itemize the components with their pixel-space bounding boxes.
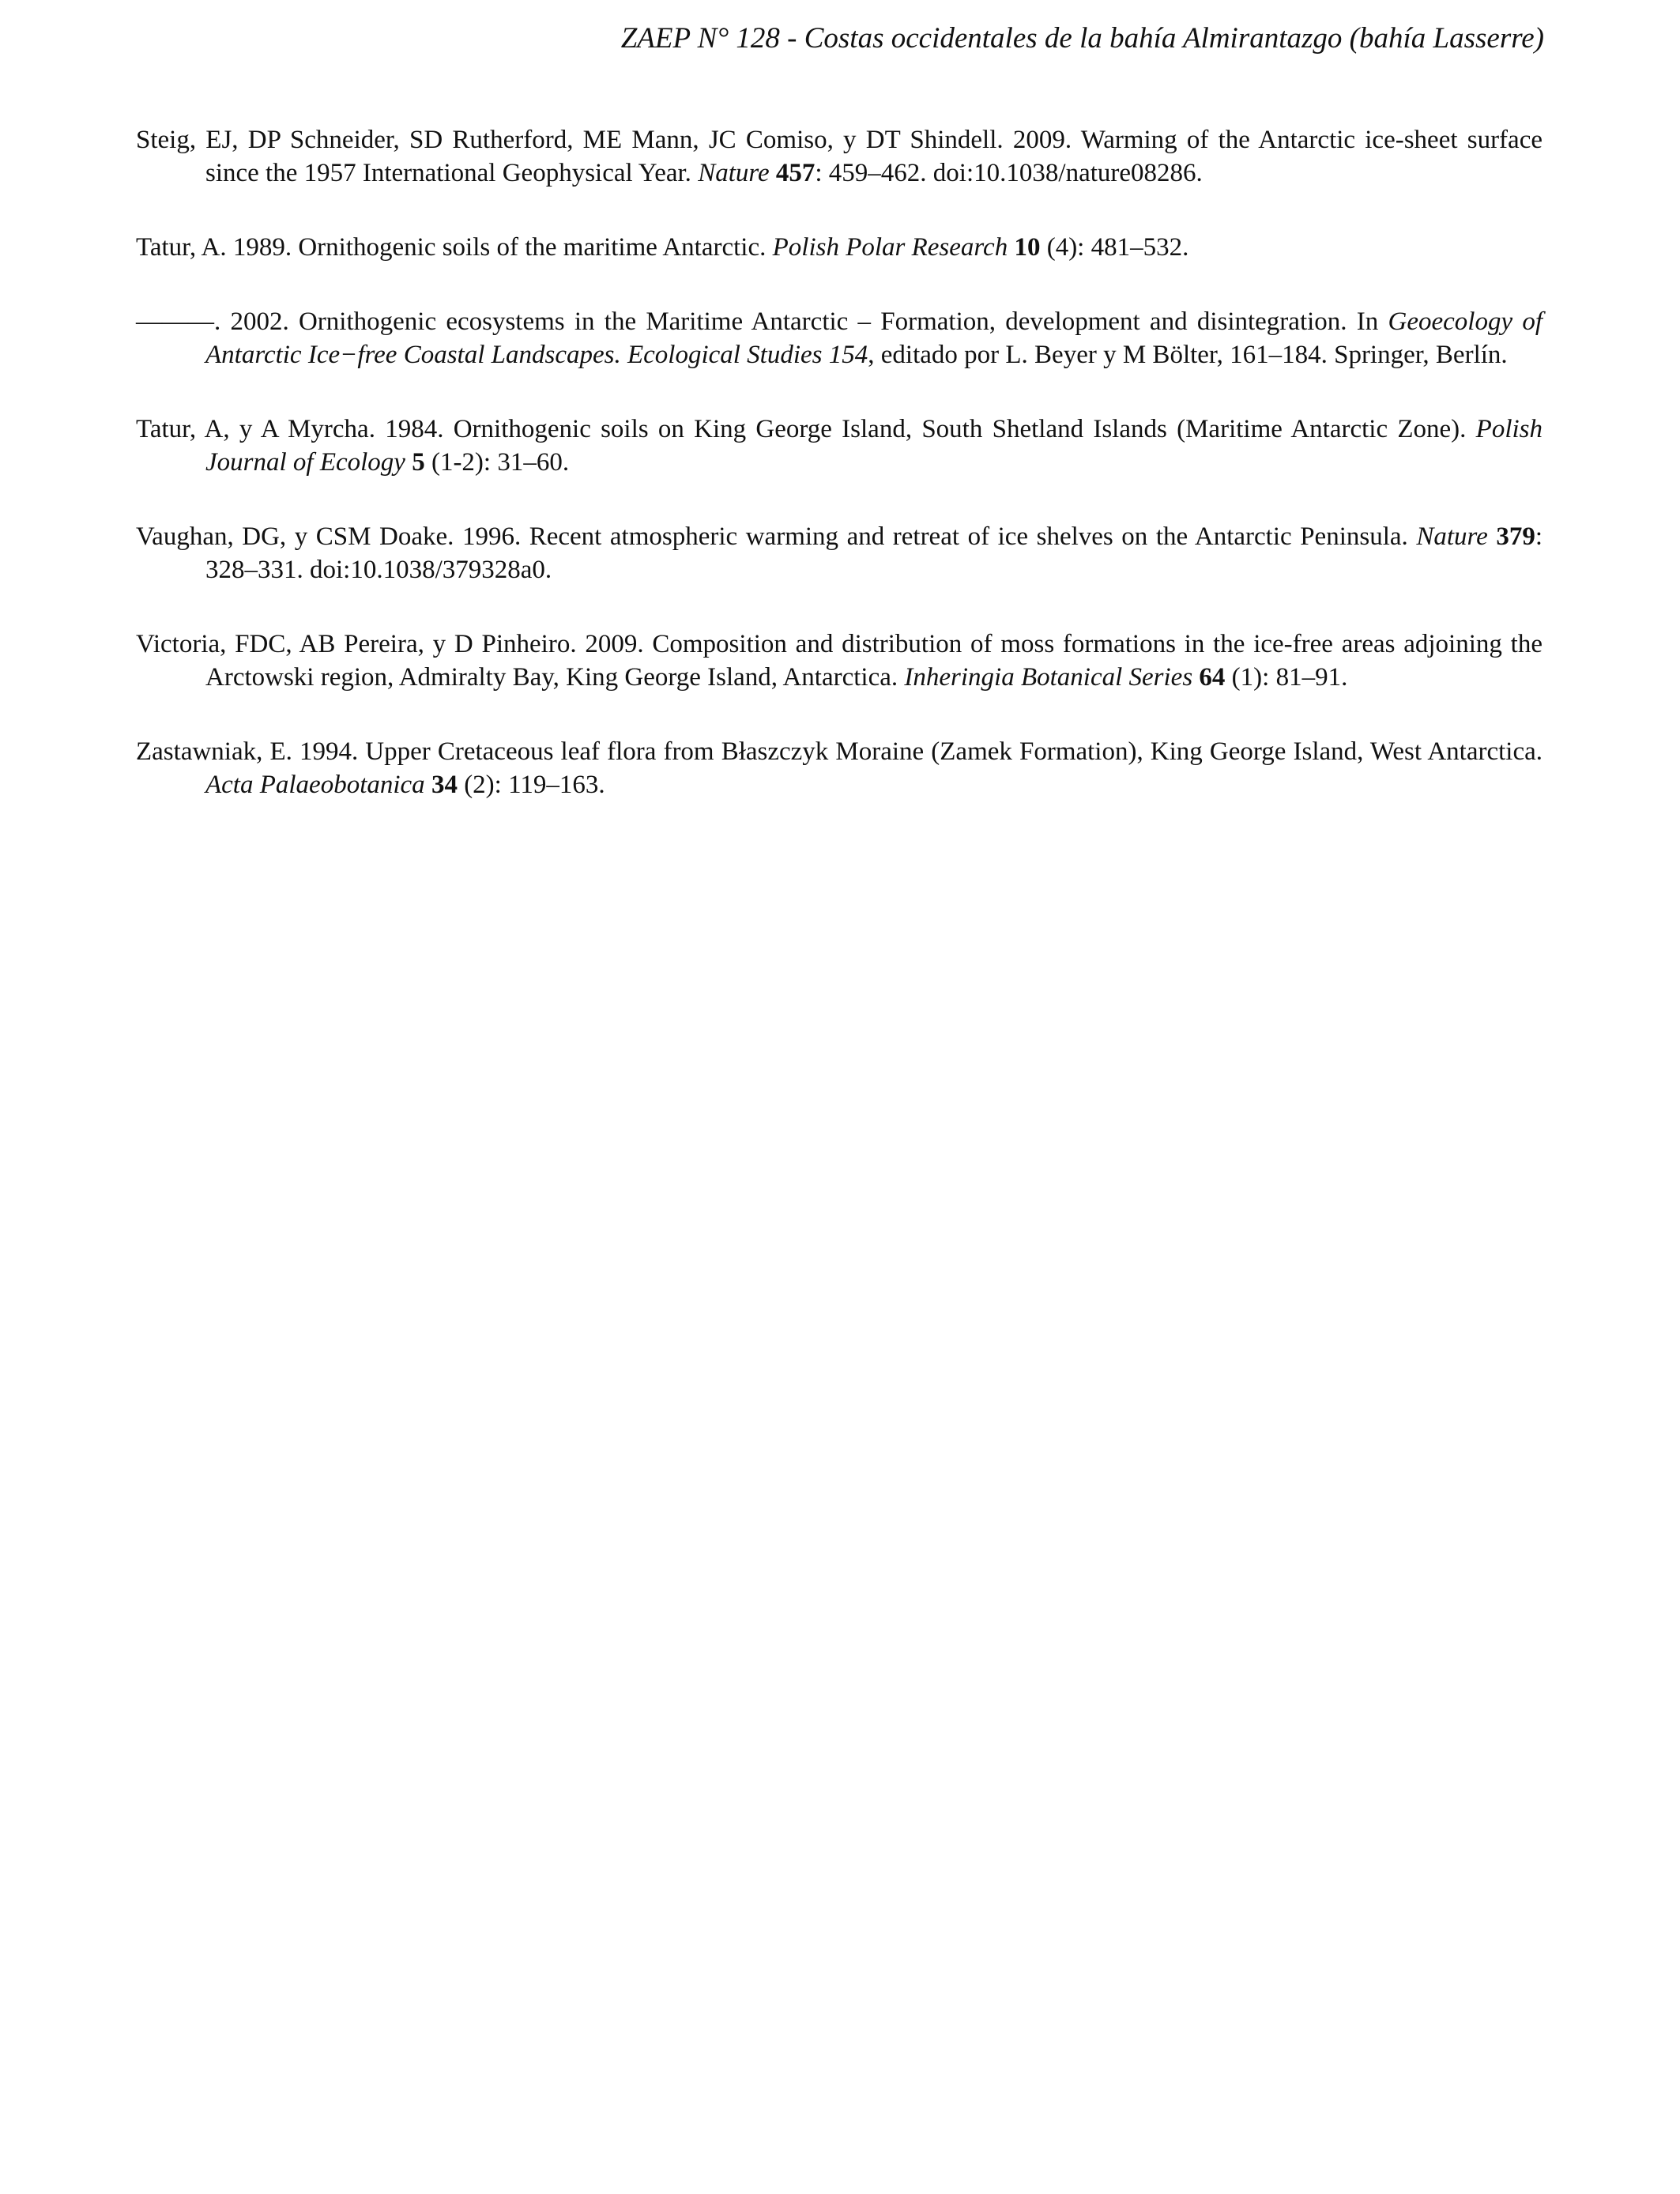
running-title: ZAEP N° 128 - Costas occidentales de la bahía Almirantazgo (bahía Lasserre) [620, 22, 1544, 55]
reference-entry-tatur-myrcha-1984 [136, 413, 1543, 479]
reference-text: Tatur, A. 1989. Ornithogenic soils of the maritime Antarctic. [136, 233, 773, 262]
reference-text: Tatur, A, y A Myrcha. 1984. Ornithogenic soils on King George Island, South Shetland Islands (Maritime Antarctic Zone). [136, 415, 1476, 443]
reference-spacer [1488, 522, 1497, 551]
reference-text: Victoria, FDC, AB Pereira, y D Pinheiro. 2009. Composition and distribution of moss formations in the ice-free areas adjoining the Arctowski region, Admiralty Bay, King George Island, Antarctica. [136, 630, 1543, 692]
volume-number: 64 [1199, 663, 1226, 692]
journal-title: Nature [698, 159, 770, 187]
reference-entry-tatur-1989 [136, 231, 1543, 264]
reference-entry-vaughan-1996 [136, 520, 1543, 586]
reference-entry-tatur-2002 [136, 305, 1543, 371]
reference-text: Steig, EJ, DP Schneider, SD Rutherford, ME Mann, JC Comiso, y DT Shindell. 2009. Warming of the Antarctic ice-sheet surface since the 1957 International Geophysical Year. [136, 126, 1543, 187]
reference-text: Zastawniak, E. 1994. Upper Cretaceous leaf flora from Błaszczyk Moraine (Zamek Formation), King George Island, West Antarctica. [136, 737, 1543, 766]
reference-pages: (1): 81–91. [1225, 663, 1348, 692]
journal-title: Polish Polar Research [772, 233, 1008, 262]
reference-text: ———. 2002. Ornithogenic ecosystems in the Maritime Antarctic – Formation, development and disintegration. In [136, 307, 1388, 336]
reference-publisher: , editado por L. Beyer y M Bölter, 161–184. Springer, Berlín. [868, 341, 1508, 369]
reference-entry-zastawniak-1994 [136, 735, 1543, 801]
reference-spacer [770, 159, 776, 187]
reference-text: Vaughan, DG, y CSM Doake. 1996. Recent atmospheric warming and retreat of ice shelves on the Antarctic Peninsula. [136, 522, 1417, 551]
journal-title: Polish Journal of Ecology [205, 415, 1543, 477]
journal-title: Acta Palaeobotanica [205, 771, 425, 799]
reference-pages: : 459–462. doi:10.1038/nature08286. [815, 159, 1203, 187]
volume-number: 457 [775, 159, 816, 187]
page-header [621, 19, 1544, 58]
book-title: Geoecology of Antarctic Ice−free Coastal Landscapes. Ecological Studies 154 [205, 307, 1543, 369]
reference-spacer [425, 771, 431, 799]
reference-pages: (4): 481–532. [1040, 233, 1189, 262]
reference-pages: (1-2): 31–60. [424, 448, 570, 477]
reference-list [136, 123, 1543, 843]
reference-entry-steig-2009 [136, 123, 1543, 190]
volume-number: 5 [412, 448, 425, 477]
journal-title: Nature [1416, 522, 1488, 551]
volume-number: 34 [431, 771, 458, 799]
reference-pages: : 328–331. doi:10.1038/379328a0. [205, 522, 1543, 584]
volume-number: 10 [1014, 233, 1041, 262]
reference-spacer [405, 448, 412, 477]
reference-entry-victoria-2009 [136, 628, 1543, 694]
reference-pages: (2): 119–163. [457, 771, 605, 799]
journal-title: Inheringia Botanical Series [904, 663, 1193, 692]
volume-number: 379 [1496, 522, 1535, 551]
